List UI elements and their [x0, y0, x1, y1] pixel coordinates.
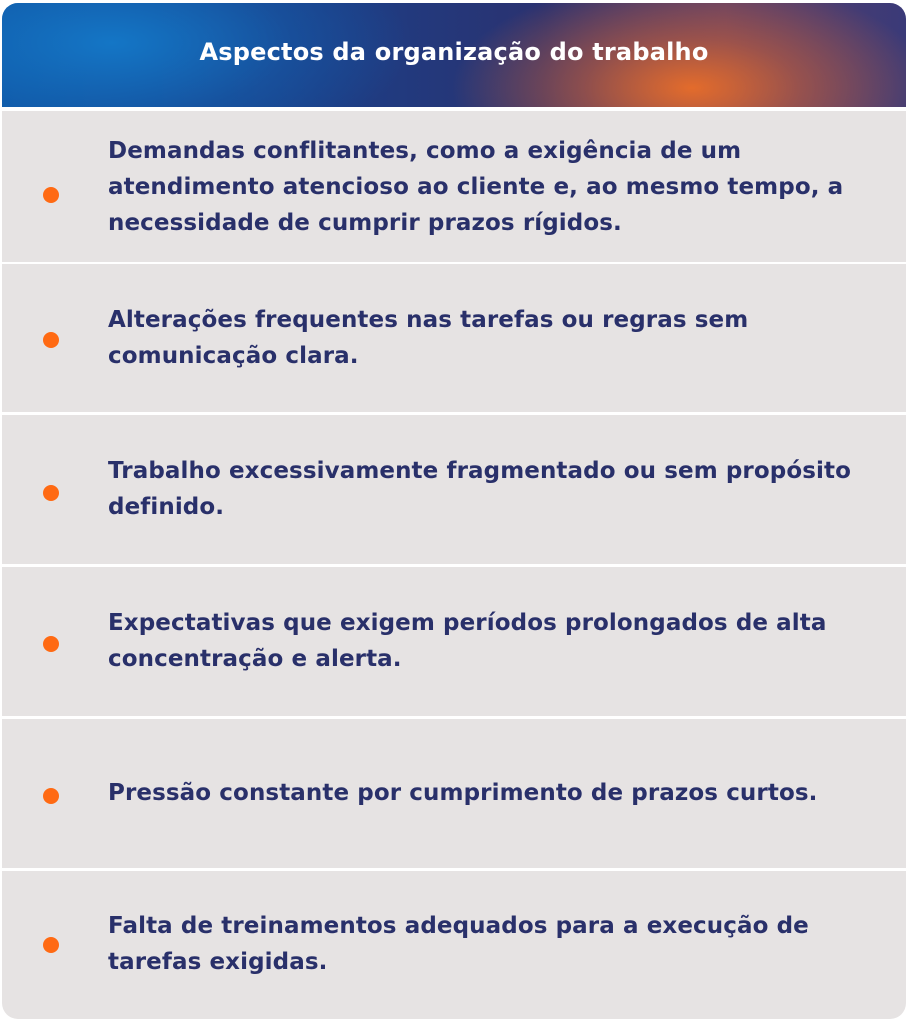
orange-dot-icon — [43, 636, 59, 652]
orange-dot-icon — [43, 788, 59, 804]
list-item — [2, 264, 906, 412]
card-header — [2, 3, 906, 107]
list-item-text: Demandas conflitantes, como a exigência de um atendimento atencioso ao cliente e, ao mesmo tempo, a necessidade de cumprir prazos rígidos. — [108, 138, 844, 236]
list-item — [2, 719, 906, 868]
orange-dot-icon — [43, 937, 59, 953]
list-item-text: Expectativas que exigem períodos prolongados de alta concentração e alerta. — [108, 610, 827, 672]
list-item — [2, 567, 906, 716]
list-item — [2, 415, 906, 564]
list-item-text: Alterações frequentes nas tarefas ou regras sem comunicação clara. — [108, 307, 749, 369]
orange-dot-icon — [43, 187, 59, 203]
orange-dot-icon — [43, 332, 59, 348]
card-title: Aspectos da organização do trabalho — [199, 38, 709, 66]
list-item-text: Pressão constante por cumprimento de prazos curtos. — [108, 780, 818, 806]
organization-aspects-card — [2, 3, 906, 1019]
list-item-text: Trabalho excessivamente fragmentado ou sem propósito definido. — [108, 458, 852, 520]
list-item-text: Falta de treinamentos adequados para a execução de tarefas exigidas. — [108, 913, 809, 975]
list-item — [2, 871, 906, 1019]
orange-dot-icon — [43, 485, 59, 501]
list-item — [2, 111, 906, 262]
